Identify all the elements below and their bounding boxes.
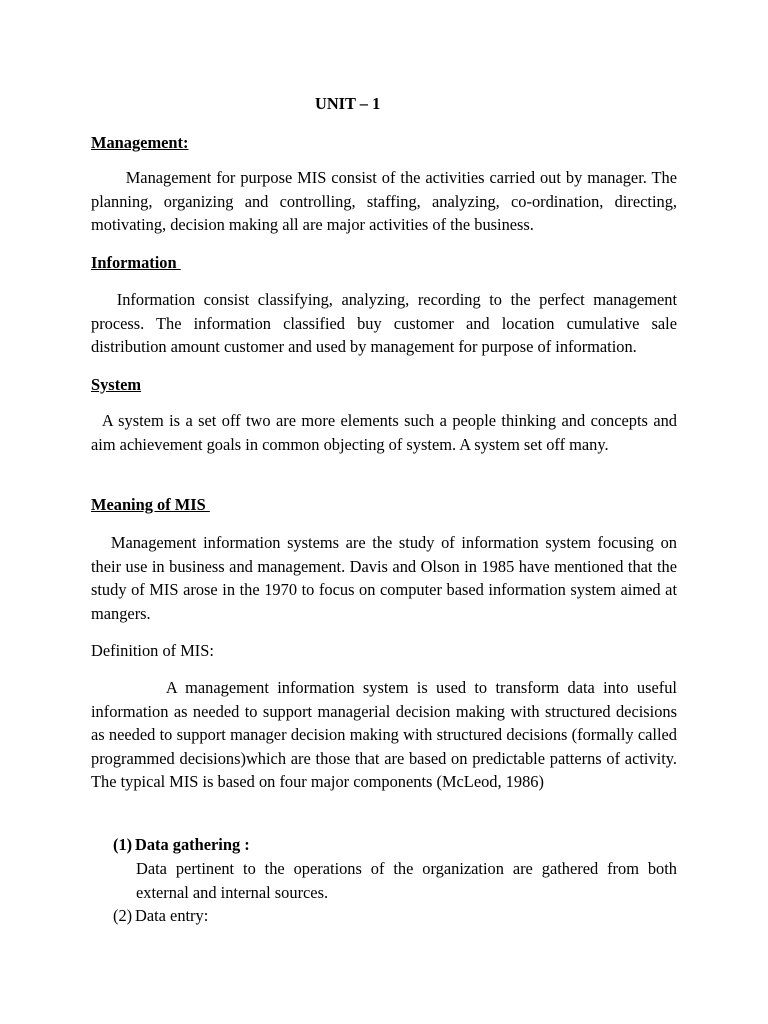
list-label: Data gathering : bbox=[135, 835, 250, 854]
section-body-management: Management for purpose MIS consist of the activities carried out by manager. The planning, organizing and controlling, staffing, analyzing, co-ordination, directing, motivating, decision making all are major activities of the business. bbox=[91, 168, 677, 235]
list-body-data-gathering: Data pertinent to the operations of the organization are gathered from both external and internal sources. bbox=[136, 859, 677, 902]
section-heading-system: System bbox=[91, 375, 142, 394]
list-item-data-gathering bbox=[113, 833, 677, 857]
section-body-meaning-of-mis: Management information systems are the study of information system focusing on their use in business and management. Davis and Olson in 1985 have mentioned that the study of MIS arose in the 1970 to focus on computer based information system aimed at mangers. bbox=[91, 533, 677, 623]
definition-body: A management information system is used to transform data into useful information as needed to support managerial decision making with structured decisions as needed to support manager decision making with structured decisions (formally called programmed decisions)which are those that are based on predictable patterns of activity. The typical MIS is based on four major components (McLeod, 1986) bbox=[91, 678, 677, 792]
section-heading-meaning-of-mis: Meaning of MIS bbox=[91, 495, 210, 514]
section-heading-management: Management: bbox=[91, 133, 189, 152]
section-heading-information: Information bbox=[91, 253, 181, 272]
list-number: (1) bbox=[113, 835, 133, 854]
list-number: (2) bbox=[113, 906, 133, 925]
section-body-information: Information consist classifying, analyzing, recording to the perfect management process. The information classified buy customer and location cumulative sale distribution amount customer and used by management for purpose of information. bbox=[91, 290, 677, 357]
list-label: Data entry: bbox=[135, 906, 209, 925]
section-body-system: A system is a set off two are more elements such a people thinking and concepts and aim achievement goals in common objecting of system. A system set off many. bbox=[91, 411, 677, 454]
definition-label: Definition of MIS: bbox=[91, 641, 214, 660]
list-item-data-entry bbox=[113, 904, 677, 928]
page-title: UNIT – 1 bbox=[315, 94, 381, 113]
